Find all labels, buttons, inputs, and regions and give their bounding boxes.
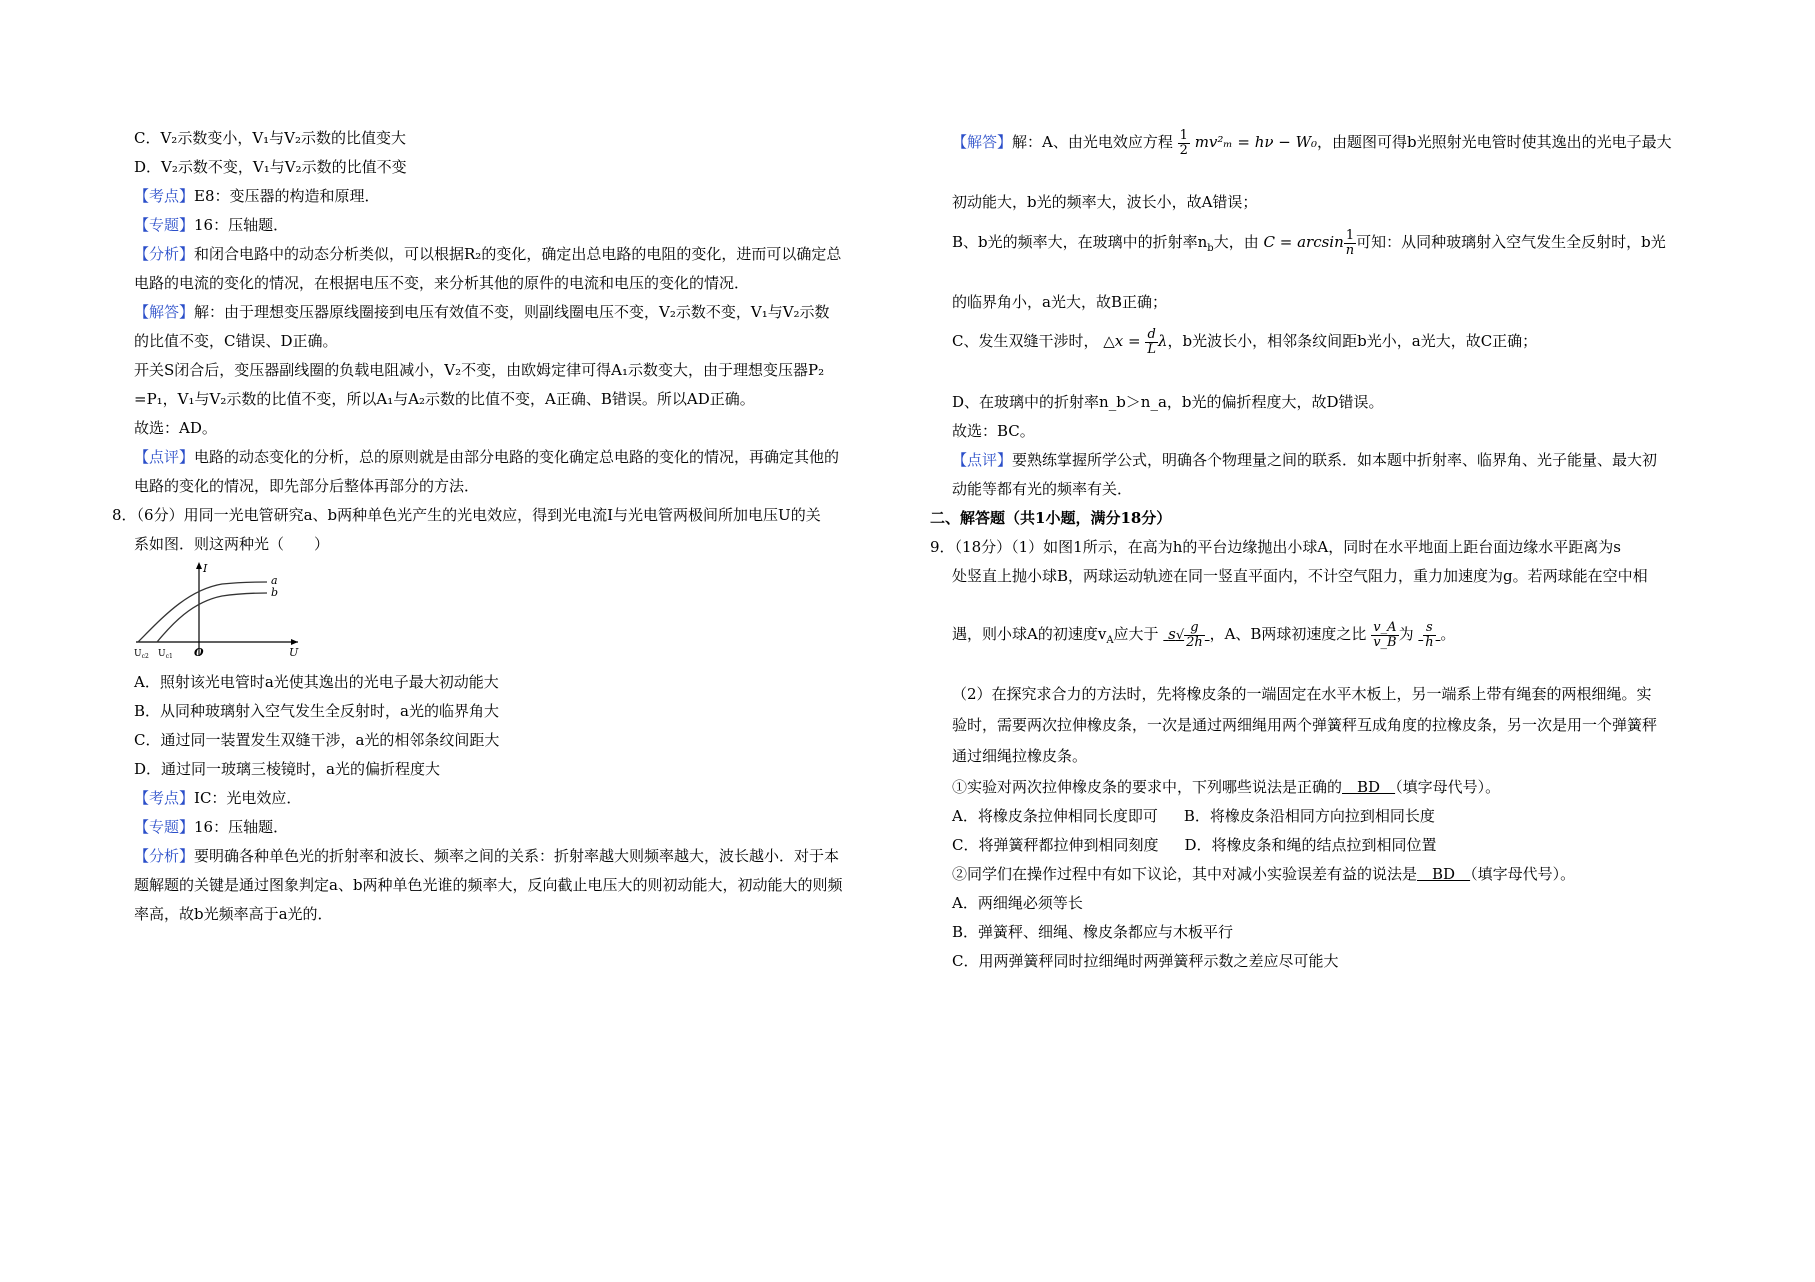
eq3-left: △x = xyxy=(1103,332,1141,350)
q8-fenxi xyxy=(134,846,839,866)
curve-a xyxy=(138,582,267,642)
q7-fenxi xyxy=(134,244,841,264)
sub1-option-a: A．将橡皮条拉伸相同长度即可 xyxy=(952,807,1158,825)
answer2-blank xyxy=(1418,619,1440,650)
jieda-tag: 【解答】 xyxy=(134,303,195,321)
jieda3-text: B、b光的频率大，在玻璃中的折射率n xyxy=(952,233,1208,251)
stem3-text-d: 为 xyxy=(1398,625,1414,643)
ans1-s: s xyxy=(1168,625,1176,643)
q7-fenxi-line2: 电路的电流的变化的情况，在根据电压不变，来分析其他的原件的电流和电压的变化的情况． xyxy=(134,274,750,292)
dianping-text: 电路的动态变化的分析，总的原则就是由部分电路的变化确定总电路的变化的情况，再确定其他的 xyxy=(194,448,840,466)
q8-fenxi-line2: 题解题的关键是通过图象判定a、b两种单色光谁的频率大，反向截止电压大的则初动能大，初动能大的则频 xyxy=(134,876,843,894)
sub1-option-b: B．将橡皮条沿相同方向拉到相同长度 xyxy=(1183,807,1435,825)
jieda-text-cont: ，由题图可得b光照射光电管时使其逸出的光电子最大 xyxy=(1317,133,1672,151)
q8-option-d: D．通过同一玻璃三棱镜时，a光的偏折程度大 xyxy=(134,760,440,778)
label-uc1: $U_{c1}$ xyxy=(158,649,173,660)
q7-answer: 故选：AD。 xyxy=(134,419,217,437)
photoelectric-graph xyxy=(132,558,302,660)
q8-kaodian xyxy=(134,788,301,808)
fenxi-tag: 【分析】 xyxy=(134,245,195,263)
eq1-half xyxy=(1178,129,1190,158)
stem3-sub: A xyxy=(1106,635,1114,646)
eq3-den: L xyxy=(1147,341,1157,357)
eq2-frac xyxy=(1344,229,1356,258)
ans2-num: s xyxy=(1423,621,1435,636)
u-axis-arrow xyxy=(291,639,298,645)
q8-jieda xyxy=(952,128,1672,158)
sub2-text-b: （填字母代号）。 xyxy=(1470,865,1576,883)
sub1-option-c: C．将弹簧秤都拉伸到相同刻度 xyxy=(952,836,1159,854)
q8-zhuanti xyxy=(134,817,288,837)
ans1-2h: 2h xyxy=(1186,634,1203,650)
fenxi-text: 要明确各种单色光的折射率和波长、频率之间的关系：折射率越大则频率越大，波长越小．对于本 xyxy=(194,847,840,865)
q7-option-d: D．V₂示数不变，V₁与V₂示数的比值不变 xyxy=(134,158,407,176)
q7-option-c: C．V₂示数变小，V₁与V₂示数的比值变大 xyxy=(134,129,407,147)
q9-stem-line3 xyxy=(952,614,1455,661)
fenxi-text: 和闭合电路中的动态分析类似，可以根据R₂的变化，确定出总电路的电阻的变化，进而可以确定总 xyxy=(194,245,842,263)
q8-answer: 故选：BC。 xyxy=(952,422,1035,440)
dianping-tag: 【点评】 xyxy=(952,451,1013,469)
fenxi-tag: 【分析】 xyxy=(134,847,195,865)
eq1-rest: mv²ₘ = hν − W₀ xyxy=(1194,133,1318,151)
eq2-num: 1 xyxy=(1344,229,1356,244)
q8-stem: 8．（6分）用同一光电管研究a、b两种单色光产生的光电效应，得到光电流I与光电管两极间所加电压U的关 xyxy=(112,506,821,524)
q7-jieda-line4: =P₁，V₁与V₂示数的比值不变，所以A₁与A₂示数的比值不变，A正确、B错误。所以AD正确。 xyxy=(134,390,755,408)
q8-dianping xyxy=(952,450,1657,470)
q8-option-b: B．从同种玻璃射入空气发生全反射时，a光的临界角大 xyxy=(134,702,499,720)
label-uc2: $U_{c2}$ xyxy=(134,649,149,660)
eq1-half-num: 1 xyxy=(1179,127,1188,143)
stem3-text-c: ，A、B两球初速度之比 xyxy=(1209,625,1367,643)
section-heading: 二、解答题（共1小题，满分18分） xyxy=(930,509,1172,527)
kaodian-tag: 【考点】 xyxy=(134,789,195,807)
q9-part2-line2: 验时，需要两次拉伸橡皮条，一次是通过两细绳用两个弹簧秤互成角度的拉橡皮条，另一次是用一个弹簧秤 xyxy=(952,716,1658,734)
q8-option-c: C．通过同一装置发生双缝干涉，a光的相邻条纹间距大 xyxy=(134,731,500,749)
eq3-frac xyxy=(1145,328,1158,357)
q8-jieda-line2: 初动能大，b光的频率大，波长小，故A错误； xyxy=(952,193,1258,211)
sub2-answer: BD xyxy=(1417,865,1471,883)
zhuanti-tag: 【专题】 xyxy=(134,216,195,234)
stem3-text-b: 应大于 xyxy=(1113,625,1159,643)
q8-dianping-line2: 动能等都有光的频率有关． xyxy=(952,480,1133,498)
kaodian-text: IC：光电效应． xyxy=(194,789,302,807)
q9-sub2-option-a: A．两细绳必须等长 xyxy=(952,894,1083,912)
q7-jieda xyxy=(134,302,830,322)
jieda3-text-c: 可知：从同种玻璃射入空气发生全反射时，b光 xyxy=(1356,233,1666,251)
q8-jieda-line6: D、在玻璃中的折射率n_b＞n_a，b光的偏折程度大，故D错误。 xyxy=(952,393,1384,411)
i-axis-arrow xyxy=(196,562,202,569)
label-b: b xyxy=(271,586,279,599)
q9-sub2 xyxy=(952,864,1575,884)
kaodian-text: E8：变压器的构造和原理． xyxy=(194,187,380,205)
jieda5-text: C、发生双缝干涉时， xyxy=(952,332,1099,350)
label-a: a xyxy=(271,574,278,587)
ratio-frac xyxy=(1371,621,1398,650)
q7-kaodian xyxy=(134,186,380,206)
ans2-den: h xyxy=(1425,634,1434,650)
zhuanti-text: 16：压轴题． xyxy=(194,818,289,836)
q9-part2-line1: （2）在探究求合力的方法时，先将橡皮条的一端固定在水平木板上，另一端系上带有绳套的两根细绳。实 xyxy=(952,685,1652,703)
dianping-text: 要熟练掌握所学公式，明确各个物理量之间的联系．如本题中折射率、临界角、光子能量、最大初 xyxy=(1012,451,1658,469)
zhuanti-text: 16：压轴题． xyxy=(194,216,289,234)
zhuanti-tag: 【专题】 xyxy=(134,818,195,836)
label-i: I xyxy=(203,562,208,575)
eq3-right: λ xyxy=(1158,332,1168,350)
answer1-blank: s√ $\frac{g}{2h}$ xyxy=(1168,619,1203,650)
jieda3-sub: b xyxy=(1207,243,1214,254)
eq2-den: n xyxy=(1345,242,1355,258)
q9-sub1 xyxy=(952,777,1500,797)
stem3-text: 遇，则小球A的初速度v xyxy=(952,625,1107,643)
jieda5-text-b: ，b光波长小，相邻条纹间距b光小，a光大，故C正确； xyxy=(1167,332,1538,350)
q8-fenxi-line3: 率高，故b光频率高于a光的． xyxy=(134,905,333,923)
q7-dianping-line2: 电路的变化的情况，即先部分后整体再部分的方法． xyxy=(134,477,480,495)
q9-sub1-options-cd xyxy=(952,835,1437,855)
q9-sub2-option-c: C．用两弹簧秤同时拉细绳时两弹簧秤示数之差应尽可能大 xyxy=(952,952,1339,970)
sub2-text: ②同学们在操作过程中有如下议论，其中对减小实验误差有益的说法是 xyxy=(952,865,1418,883)
jieda3-text-b: 大，由 xyxy=(1213,233,1259,251)
sub1-answer: BD xyxy=(1342,778,1396,796)
q7-jieda-line3: 开关S闭合后，变压器副线圈的负载电阻减小，V₂不变，由欧姆定律可得A₁示数变大，由于理想变压器P₂ xyxy=(134,361,825,379)
jieda-text: 解：A、由光电效应方程 xyxy=(1012,133,1173,151)
ans1-frac xyxy=(1184,621,1205,650)
ratio-den: v_B xyxy=(1373,634,1397,650)
ratio-num: v_A xyxy=(1371,621,1398,636)
q9-sub2-option-b: B．弹簧秤、细绳、橡皮条都应与木板平行 xyxy=(952,923,1234,941)
q8-jieda-line3 xyxy=(952,224,1666,267)
q9-part2-line3: 通过细绳拉橡皮条。 xyxy=(952,747,1088,765)
kaodian-tag: 【考点】 xyxy=(134,187,195,205)
q8-jieda-line5 xyxy=(952,323,1537,359)
jieda-tag: 【解答】 xyxy=(952,133,1013,151)
eq2-left: C = arcsin xyxy=(1263,233,1344,251)
stem3-text-e: 。 xyxy=(1440,625,1456,643)
q8-jieda-line4: 的临界角小，a光大，故B正确； xyxy=(952,293,1167,311)
q7-zhuanti xyxy=(134,215,288,235)
label-o: O xyxy=(194,646,204,659)
q8-option-a: A．照射该光电管时a光使其逸出的光电子最大初动能大 xyxy=(134,673,499,691)
q7-jieda-line2: 的比值不变，C错误、D正确。 xyxy=(134,332,338,350)
eq3-num: d xyxy=(1145,328,1158,343)
q7-dianping xyxy=(134,447,839,467)
q8-stem-line2: 系如图．则这两种光（ ） xyxy=(134,535,330,553)
q9-stem: 9．（18分）（1）如图1所示，在高为h的平台边缘抛出小球A，同时在水平地面上距台面边缘水平距离为s xyxy=(930,538,1621,556)
label-u: U xyxy=(289,646,299,659)
curve-b xyxy=(157,593,267,642)
sub1-option-d: D．将橡皮条和绳的结点拉到相同位置 xyxy=(1184,836,1437,854)
dianping-tag: 【点评】 xyxy=(134,448,195,466)
sub1-text-b: （填字母代号）。 xyxy=(1395,778,1501,796)
sub1-text: ①实验对两次拉伸橡皮条的要求中，下列哪些说法是正确的 xyxy=(952,778,1343,796)
jieda-text: 解：由于理想变压器原线圈接到电压有效值不变，则副线圈电压不变，V₂示数不变，V₁与V₂示数 xyxy=(194,303,830,321)
q9-sub1-options-ab xyxy=(952,806,1435,826)
ans1-g: g xyxy=(1184,621,1205,636)
q9-stem-line2: 处竖直上抛小球B，两球运动轨迹在同一竖直平面内，不计空气阻力，重力加速度为g。若两球能在空中相 xyxy=(952,567,1648,585)
ans2-frac xyxy=(1423,621,1435,650)
eq1-half-den: 2 xyxy=(1179,142,1188,158)
